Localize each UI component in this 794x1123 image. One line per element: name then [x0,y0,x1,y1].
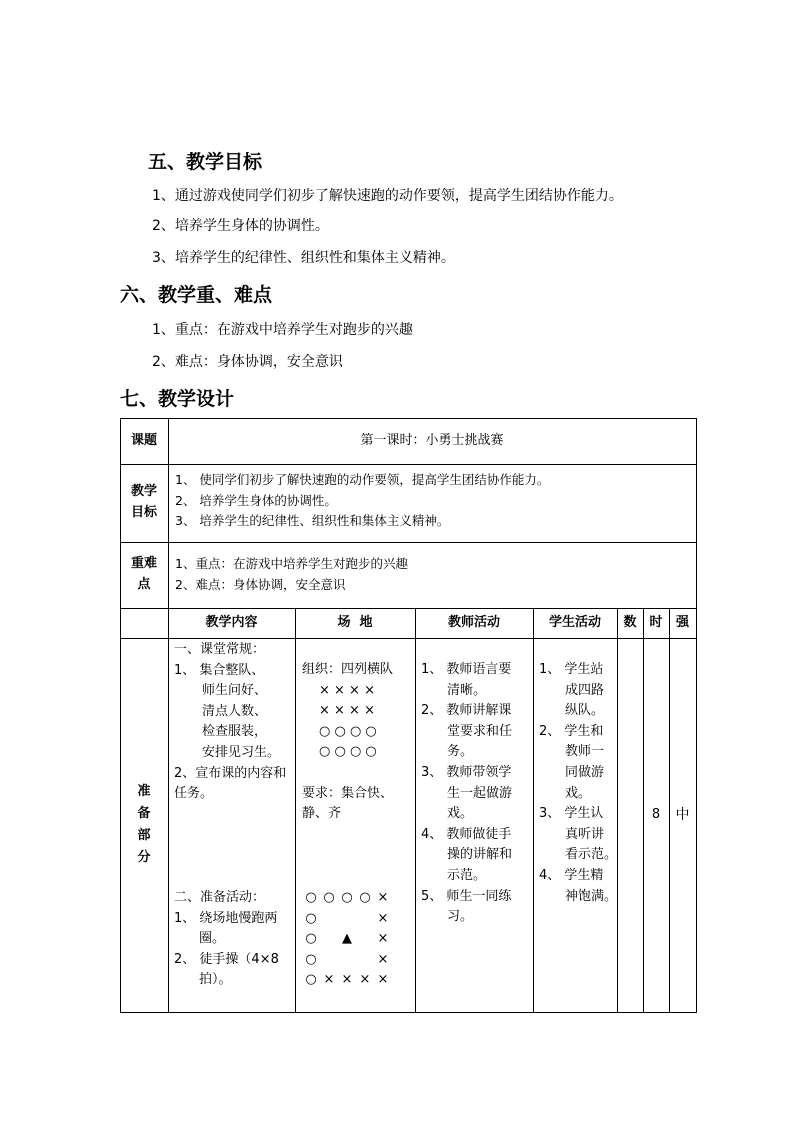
header-student: 学生活动 [548,614,601,630]
field-organization: 组织：四列横队 × × × × × × × × ○ ○ ○ ○ ○ ○ ○ ○ 要求：集合快、 静、齐 [302,662,394,822]
topic-value: 第一课时：小勇士挑战赛 [360,432,504,448]
diagram-row: ○ ○ ○ ○ × [305,890,389,905]
time-value: 8 [651,806,661,822]
count-value [617,638,643,992]
section6-title: 六、教学重、难点 [120,284,273,306]
section5-item-1: 1、通过游戏使同学们初步了解快速跑的动作要领，提高学生团结协作能力。 [152,188,623,204]
header-teacher: 教师活动 [447,614,500,630]
intensity-value: 中 [675,806,690,823]
section5-item-2: 2、培养学生身体的协调性。 [152,218,329,234]
diagram-row: ○ × [305,951,389,967]
section5-title: 五、教学目标 [148,151,263,173]
key-points-list: 1、重点：在游戏中培养学生对跑步的兴趣 2、难点：身体协调，安全意识 [175,556,408,592]
header-count: 数 [623,614,637,630]
teacher-triangle-icon: ▲ [342,931,352,947]
goals-list: 1、 使同学们初步了解快速跑的动作要领，提高学生团结协作能力。 2、 培养学生身体的协调性。 3、 培养学生的纪律性、组织性和集体主义精神。 [175,472,550,529]
diagram-row: ○ ▲ × [302,929,392,950]
goals-label: 教学 目标 [130,484,157,520]
field-diagram [302,888,392,991]
content-part1: 一、课堂常规： 1、 集合整队、 师生问好、 清点人数、 检查服装， 安排见习生。 2、宣布课的内容和 任务。 [174,642,287,802]
section6-item-1: 1、重点：在游戏中培养学生对跑步的兴趣 [152,322,413,338]
content-part2: 二、准备活动： 1、 绕场地慢跑两 圈。 2、 徒手操（4×8 拍）。 [174,890,279,988]
section7-title: 七、教学设计 [120,388,235,410]
diagram-row: ○ × × × × [305,972,389,988]
key-label: 重难 点 [130,556,157,592]
section-label: 准 备 部 分 [137,784,151,865]
topic-label: 课题 [130,432,157,448]
header-content: 教学内容 [205,614,258,630]
header-field: 场 地 [337,614,373,630]
section6-item-2: 2、难点：身体协调，安全意识 [152,354,343,370]
teacher-activity: 1、 教师语言要 清晰。 2、 教师讲解课 堂要求和任 务。 3、 教师带领学 生一起做游 戏。 4、 教师做徒手 操的讲解和 示范。 5、 师生一同练 习。 [421,662,513,925]
section5-item-3: 3、培养学生的纪律性、组织性和集体主义精神。 [152,250,455,266]
diagram-row: ○ × [305,910,389,926]
header-time: 时 [649,614,663,630]
student-activity: 1、 学生站 成四路 纵队。 2、 学生和 教师一 同做游 戏。 3、 学生认 真听讲 看示范。 4、 学生精 神饱满。 [539,662,618,904]
header-intensity: 强 [675,614,689,630]
